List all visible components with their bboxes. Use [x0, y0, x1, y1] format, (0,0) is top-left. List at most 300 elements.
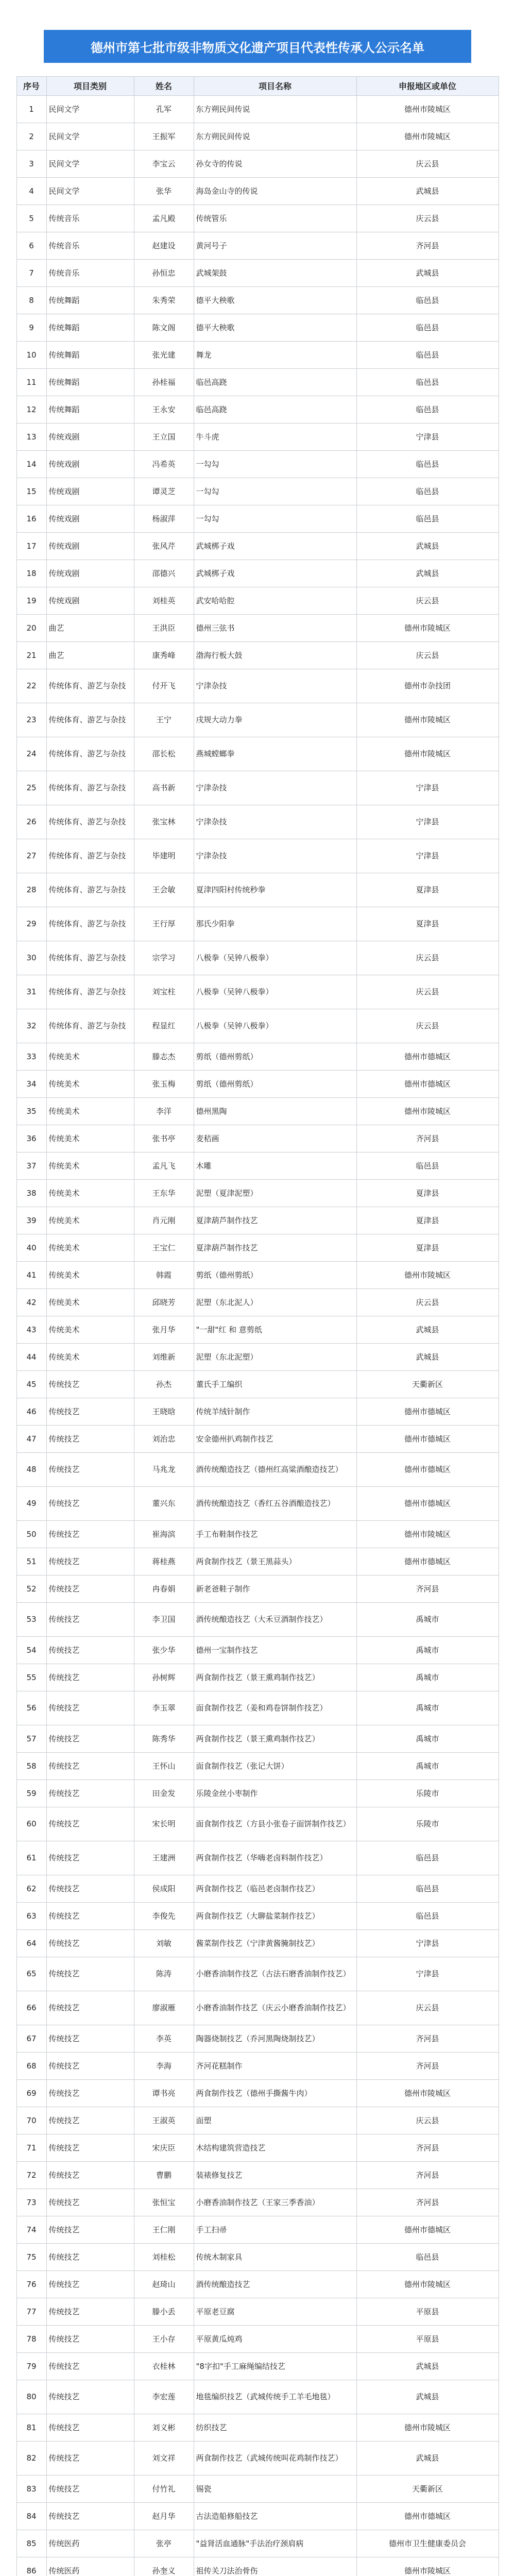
table-row: [16, 2053, 499, 2080]
table-cell-category: 传统技艺: [46, 1930, 134, 1957]
table-row: [16, 907, 499, 941]
table-cell-name: 侯成阳: [134, 1875, 194, 1903]
table-cell-name: 孟凡飞: [134, 1153, 194, 1180]
table-cell-index: 4: [16, 178, 46, 205]
table-cell-name: 张光建: [134, 342, 194, 369]
table-row: [16, 2353, 499, 2380]
table-cell-project: 麦秸画: [194, 1125, 356, 1153]
table-row: [16, 1521, 499, 1548]
table-cell-unit: 临邑县: [356, 1153, 499, 1180]
table-cell-name: 付竹礼: [134, 2476, 194, 2503]
table-cell-index: 62: [16, 1875, 46, 1903]
table-cell-unit: 德州市德城区: [356, 1453, 499, 1487]
table-cell-index: 68: [16, 2053, 46, 2080]
table-cell-category: 传统技艺: [46, 2025, 134, 2053]
table-cell-index: 36: [16, 1125, 46, 1153]
table-cell-project: 剪纸（德州剪纸）: [194, 1071, 356, 1098]
table-cell-project: 新老爸鞋子制作: [194, 1575, 356, 1603]
table-cell-project: 宁津杂技: [194, 669, 356, 703]
table-cell-name: 冯希英: [134, 451, 194, 478]
table-cell-name: 刘敏: [134, 1930, 194, 1957]
table-cell-category: 传统技艺: [46, 1991, 134, 2025]
table-cell-unit: 武城县: [356, 2353, 499, 2380]
table-cell-name: 王淑英: [134, 2107, 194, 2134]
table-cell-unit: 临邑县: [356, 451, 499, 478]
table-cell-name: 李俊先: [134, 1903, 194, 1930]
table-cell-unit: 临邑县: [356, 505, 499, 533]
table-cell-unit: 禹城市: [356, 1603, 499, 1637]
table-cell-name: 刘义彬: [134, 2414, 194, 2442]
table-cell-project: 临邑高跷: [194, 396, 356, 423]
table-cell-category: 传统技艺: [46, 1426, 134, 1453]
table-cell-category: 传统技艺: [46, 1637, 134, 1664]
table-cell-index: 26: [16, 805, 46, 839]
table-cell-unit: 天衢新区: [356, 2476, 499, 2503]
table-row: [16, 478, 499, 505]
table-cell-unit: 武城县: [356, 1316, 499, 1344]
table-cell-index: 80: [16, 2380, 46, 2414]
table-cell-project: 地毯编织技艺（武城传统手工羊毛地毯）: [194, 2380, 356, 2414]
table-row: [16, 703, 499, 737]
table-cell-unit: 宁津县: [356, 1930, 499, 1957]
table-cell-name: 王宝仁: [134, 1234, 194, 1262]
table-cell-unit: 德州市陵城区: [356, 1098, 499, 1125]
table-cell-name: 毕建明: [134, 839, 194, 873]
table-cell-project: 武城架鼓: [194, 260, 356, 287]
table-cell-project: 酒传统酿造技艺（大禾豆酒制作技艺）: [194, 1603, 356, 1637]
table-row: [16, 1371, 499, 1398]
table-cell-unit: 宁津县: [356, 1957, 499, 1991]
table-row: [16, 150, 499, 178]
table-row: [16, 1125, 499, 1153]
table-cell-category: 传统音乐: [46, 232, 134, 260]
table-cell-unit: 齐河县: [356, 2162, 499, 2189]
table-cell-name: 康秀峰: [134, 642, 194, 669]
table-row: [16, 205, 499, 232]
table-row: [16, 1043, 499, 1071]
table-cell-unit: 临邑县: [356, 1903, 499, 1930]
table-cell-name: 赵月华: [134, 2503, 194, 2530]
table-cell-category: 传统技艺: [46, 1875, 134, 1903]
table-cell-project: 宁津杂技: [194, 805, 356, 839]
table-cell-name: 滕小丢: [134, 2298, 194, 2326]
table-cell-category: 传统舞蹈: [46, 396, 134, 423]
table-cell-unit: 宁津县: [356, 771, 499, 805]
table-cell-name: 蒋桂燕: [134, 1548, 194, 1575]
table-cell-project: 剪纸（德州剪纸）: [194, 1262, 356, 1289]
table-row: [16, 342, 499, 369]
page-title: 德州市第七批市级非物质文化遗产项目代表性传承人公示名单: [44, 30, 471, 63]
table-cell-unit: 齐河县: [356, 2053, 499, 2080]
table-row: [16, 1548, 499, 1575]
table-cell-name: 杨淑萍: [134, 505, 194, 533]
table-cell-unit: 庆云县: [356, 975, 499, 1009]
table-cell-project: 东方朔民间传说: [194, 123, 356, 150]
table-row: [16, 1207, 499, 1234]
table-cell-project: 手工扫帚: [194, 2216, 356, 2244]
table-row: [16, 2380, 499, 2414]
table-cell-category: 曲艺: [46, 615, 134, 642]
table-cell-name: 高书新: [134, 771, 194, 805]
table-cell-project: 一勾勾: [194, 451, 356, 478]
table-cell-unit: 临邑县: [356, 2244, 499, 2271]
table-row: [16, 96, 499, 123]
table-cell-index: 17: [16, 533, 46, 560]
table-cell-name: 陈文阁: [134, 314, 194, 342]
table-cell-unit: 禹城市: [356, 1725, 499, 1753]
table-cell-index: 30: [16, 941, 46, 975]
table-cell-category: 传统医药: [46, 2530, 134, 2557]
table-cell-category: 传统戏剧: [46, 423, 134, 451]
table-cell-name: 王小存: [134, 2326, 194, 2353]
table-row: [16, 805, 499, 839]
table-cell-unit: 德州市陵城区: [356, 703, 499, 737]
table-cell-category: 传统舞蹈: [46, 369, 134, 396]
table-cell-project: 平原黄瓜炖鸡: [194, 2326, 356, 2353]
table-cell-index: 59: [16, 1780, 46, 1807]
table-cell-index: 22: [16, 669, 46, 703]
table-cell-index: 63: [16, 1903, 46, 1930]
table-cell-index: 55: [16, 1664, 46, 1691]
table-cell-project: 渤海行板大鼓: [194, 642, 356, 669]
table-cell-name: 孙桂福: [134, 369, 194, 396]
table-cell-index: 48: [16, 1453, 46, 1487]
table-cell-unit: 临邑县: [356, 1841, 499, 1875]
table-cell-index: 41: [16, 1262, 46, 1289]
table-cell-name: 王立国: [134, 423, 194, 451]
table-cell-unit: 平原县: [356, 2298, 499, 2326]
table-cell-project: 装裱修复技艺: [194, 2162, 356, 2189]
table-cell-category: 传统技艺: [46, 1841, 134, 1875]
table-cell-index: 70: [16, 2107, 46, 2134]
table-cell-project: 传统木制家具: [194, 2244, 356, 2271]
table-cell-unit: 德州市陵城区: [356, 2414, 499, 2442]
table-cell-name: 廖淑雁: [134, 1991, 194, 2025]
table-cell-index: 37: [16, 1153, 46, 1180]
table-cell-name: 邵长松: [134, 737, 194, 771]
table-cell-unit: 齐河县: [356, 2025, 499, 2053]
table-cell-project: "一甜"红 和 意剪纸: [194, 1316, 356, 1344]
table-cell-name: 刘文祥: [134, 2442, 194, 2476]
table-cell-category: 传统技艺: [46, 2353, 134, 2380]
table-cell-project: 木雕: [194, 1153, 356, 1180]
table-cell-unit: 夏津县: [356, 873, 499, 907]
table-cell-category: 传统舞蹈: [46, 342, 134, 369]
table-cell-index: 72: [16, 2162, 46, 2189]
table-cell-category: 传统技艺: [46, 1453, 134, 1487]
table-cell-unit: 夏津县: [356, 907, 499, 941]
table-cell-index: 23: [16, 703, 46, 737]
table-cell-index: 83: [16, 2476, 46, 2503]
table-cell-project: 小磨香油制作技艺（庆云小磨香油制作技艺）: [194, 1991, 356, 2025]
table-row: [16, 287, 499, 314]
table-cell-unit: 平原县: [356, 2326, 499, 2353]
table-row: [16, 1009, 499, 1043]
table-cell-name: 邱晓芳: [134, 1289, 194, 1316]
table-cell-index: 58: [16, 1753, 46, 1780]
table-cell-index: 27: [16, 839, 46, 873]
header-row: [16, 77, 499, 96]
table-cell-name: 刘维新: [134, 1344, 194, 1371]
table-row: [16, 369, 499, 396]
table-cell-category: 传统体育、游艺与杂技: [46, 703, 134, 737]
table-cell-name: 李宏莲: [134, 2380, 194, 2414]
table-cell-category: 传统美术: [46, 1207, 134, 1234]
header-unit: 申报地区或单位: [356, 77, 499, 96]
table-cell-category: 民间文学: [46, 96, 134, 123]
table-cell-category: 传统技艺: [46, 1487, 134, 1521]
table-cell-index: 82: [16, 2442, 46, 2476]
table-cell-unit: 齐河县: [356, 232, 499, 260]
table-cell-unit: 临邑县: [356, 369, 499, 396]
table-cell-category: 传统戏剧: [46, 478, 134, 505]
table-cell-index: 66: [16, 1991, 46, 2025]
table-cell-project: 两食制作技艺（景王熏鸡制作技艺）: [194, 1664, 356, 1691]
table-cell-project: 戌规大动力拳: [194, 703, 356, 737]
table-cell-unit: 德州市陵城区: [356, 2080, 499, 2107]
table-row: [16, 396, 499, 423]
table-cell-category: 传统体育、游艺与杂技: [46, 873, 134, 907]
table-cell-project: 陶器烧制技艺（乔河黑陶烧制技艺）: [194, 2025, 356, 2053]
table-cell-category: 民间文学: [46, 150, 134, 178]
table-cell-name: 宋庆臣: [134, 2134, 194, 2162]
table-cell-name: 李玉翠: [134, 1691, 194, 1725]
table-cell-category: 传统技艺: [46, 2189, 134, 2216]
table-cell-index: 79: [16, 2353, 46, 2380]
table-cell-name: 王宁: [134, 703, 194, 737]
table-cell-project: 乐陵金丝小枣制作: [194, 1780, 356, 1807]
table-cell-category: 传统技艺: [46, 2503, 134, 2530]
table-cell-index: 60: [16, 1807, 46, 1841]
table-row: [16, 1180, 499, 1207]
table-cell-category: 传统美术: [46, 1043, 134, 1071]
table-row: [16, 587, 499, 615]
table-cell-project: 两食制作技艺（武城传统叫花鸡制作技艺）: [194, 2442, 356, 2476]
table-cell-category: 传统戏剧: [46, 560, 134, 587]
table-cell-name: 宗学习: [134, 941, 194, 975]
table-row: [16, 1153, 499, 1180]
table-cell-category: 传统美术: [46, 1344, 134, 1371]
table-row: [16, 642, 499, 669]
table-cell-unit: 临邑县: [356, 478, 499, 505]
table-cell-index: 8: [16, 287, 46, 314]
table-cell-unit: 乐陵市: [356, 1780, 499, 1807]
table-cell-name: 刘宝柱: [134, 975, 194, 1009]
table-cell-project: 传统管乐: [194, 205, 356, 232]
table-cell-name: 滕志杰: [134, 1043, 194, 1071]
table-cell-unit: 临邑县: [356, 314, 499, 342]
table-cell-category: 传统技艺: [46, 1780, 134, 1807]
table-cell-index: 76: [16, 2271, 46, 2298]
table-cell-name: 张书亭: [134, 1125, 194, 1153]
table-cell-index: 2: [16, 123, 46, 150]
table-cell-project: 一勾勾: [194, 505, 356, 533]
table-row: [16, 975, 499, 1009]
table-cell-category: 传统技艺: [46, 1807, 134, 1841]
table-row: [16, 1398, 499, 1426]
table-cell-index: 51: [16, 1548, 46, 1575]
table-cell-unit: 夏津县: [356, 1234, 499, 1262]
table-cell-category: 传统美术: [46, 1262, 134, 1289]
table-cell-unit: 齐河县: [356, 2134, 499, 2162]
table-cell-project: 古法造船修船技艺: [194, 2503, 356, 2530]
table-row: [16, 1841, 499, 1875]
table-cell-project: 面食制作技艺（张记大饼）: [194, 1753, 356, 1780]
table-cell-unit: 临邑县: [356, 396, 499, 423]
table-cell-category: 传统技艺: [46, 2271, 134, 2298]
table-cell-project: 德州一宝制作技艺: [194, 1637, 356, 1664]
table-cell-index: 20: [16, 615, 46, 642]
table-row: [16, 451, 499, 478]
table-row: [16, 2134, 499, 2162]
table-row: [16, 2107, 499, 2134]
table-cell-unit: 齐河县: [356, 1575, 499, 1603]
table-cell-index: 74: [16, 2216, 46, 2244]
table-cell-name: 张华: [134, 178, 194, 205]
table-cell-name: 王晓晗: [134, 1398, 194, 1426]
table-cell-index: 78: [16, 2326, 46, 2353]
table-row: [16, 737, 499, 771]
table-row: [16, 2530, 499, 2557]
table-cell-name: 王建洲: [134, 1841, 194, 1875]
table-cell-name: 赵琦山: [134, 2271, 194, 2298]
table-cell-index: 9: [16, 314, 46, 342]
table-cell-category: 传统技艺: [46, 2216, 134, 2244]
table-cell-category: 传统技艺: [46, 2107, 134, 2134]
table-cell-unit: 临邑县: [356, 287, 499, 314]
table-cell-category: 传统技艺: [46, 2080, 134, 2107]
table-cell-index: 35: [16, 1098, 46, 1125]
table-cell-name: 孙杰: [134, 1371, 194, 1398]
table-cell-project: 手工布鞋制作技艺: [194, 1521, 356, 1548]
table-cell-category: 传统体育、游艺与杂技: [46, 771, 134, 805]
table-cell-project: 两食制作技艺（景王熏鸡制作技艺）: [194, 1725, 356, 1753]
table-cell-category: 传统音乐: [46, 205, 134, 232]
table-row: [16, 1807, 499, 1841]
table-row: [16, 1603, 499, 1637]
table-cell-project: 夏津葫芦制作技艺: [194, 1207, 356, 1234]
table-cell-project: 小磨香油制作技艺（古法石磨香油制作技艺）: [194, 1957, 356, 1991]
table-cell-name: 陈涛: [134, 1957, 194, 1991]
table-cell-unit: 德州市陵城区: [356, 2557, 499, 2576]
table-cell-index: 86: [16, 2557, 46, 2576]
table-cell-name: 孙树辉: [134, 1664, 194, 1691]
table-cell-unit: 庆云县: [356, 205, 499, 232]
table-row: [16, 1453, 499, 1487]
table-cell-name: 张少华: [134, 1637, 194, 1664]
table-cell-category: 传统技艺: [46, 2442, 134, 2476]
table-cell-category: 传统体育、游艺与杂技: [46, 975, 134, 1009]
table-cell-index: 32: [16, 1009, 46, 1043]
table-cell-unit: 德州市卫生健康委员会: [356, 2530, 499, 2557]
table-body: [16, 96, 499, 2576]
table-cell-index: 57: [16, 1725, 46, 1753]
table-cell-name: 张宝林: [134, 805, 194, 839]
table-cell-index: 56: [16, 1691, 46, 1725]
table-cell-category: 传统技艺: [46, 1575, 134, 1603]
table-cell-index: 71: [16, 2134, 46, 2162]
table-cell-name: 张恒宝: [134, 2189, 194, 2216]
table-cell-category: 传统美术: [46, 1153, 134, 1180]
table-cell-index: 67: [16, 2025, 46, 2053]
table-cell-project: 泥塑（东北泥塑）: [194, 1344, 356, 1371]
table-cell-index: 69: [16, 2080, 46, 2107]
table-cell-index: 53: [16, 1603, 46, 1637]
table-cell-name: 程显红: [134, 1009, 194, 1043]
table-row: [16, 1780, 499, 1807]
table-cell-project: "益肾活血通脉"手法治疗颈肩病: [194, 2530, 356, 2557]
table-cell-name: 王洪臣: [134, 615, 194, 642]
table-row: [16, 1316, 499, 1344]
table-cell-unit: 庆云县: [356, 1009, 499, 1043]
table-row: [16, 2442, 499, 2476]
table-cell-category: 传统技艺: [46, 1691, 134, 1725]
table-cell-name: 孙恒忠: [134, 260, 194, 287]
table-cell-project: 木结构建筑营造技艺: [194, 2134, 356, 2162]
table-row: [16, 123, 499, 150]
table-cell-category: 传统技艺: [46, 2326, 134, 2353]
table-cell-name: 崔海滨: [134, 1521, 194, 1548]
table-cell-index: 84: [16, 2503, 46, 2530]
table-cell-index: 15: [16, 478, 46, 505]
table-row: [16, 2162, 499, 2189]
table-cell-unit: 武城县: [356, 1344, 499, 1371]
table-cell-category: 传统技艺: [46, 1664, 134, 1691]
table-cell-index: 61: [16, 1841, 46, 1875]
table-row: [16, 1234, 499, 1262]
inheritor-table: [16, 76, 499, 2576]
table-cell-project: 传统羊绒针制作: [194, 1398, 356, 1426]
table-cell-index: 46: [16, 1398, 46, 1426]
table-cell-index: 7: [16, 260, 46, 287]
table-cell-unit: 武城县: [356, 178, 499, 205]
table-cell-unit: 庆云县: [356, 2107, 499, 2134]
table-cell-unit: 庆云县: [356, 1289, 499, 1316]
table-cell-unit: 庆云县: [356, 150, 499, 178]
table-cell-project: 两食制作技艺（德州手撕酱牛肉）: [194, 2080, 356, 2107]
table-cell-index: 5: [16, 205, 46, 232]
table-cell-name: 张风芹: [134, 533, 194, 560]
table-row: [16, 1637, 499, 1664]
table-cell-index: 10: [16, 342, 46, 369]
table-cell-category: 传统美术: [46, 1316, 134, 1344]
table-cell-index: 40: [16, 1234, 46, 1262]
table-cell-unit: 德州市陵城区: [356, 737, 499, 771]
table-row: [16, 2189, 499, 2216]
table-cell-name: 王东华: [134, 1180, 194, 1207]
table-cell-category: 传统技艺: [46, 2476, 134, 2503]
table-cell-project: 泥塑（东北泥人）: [194, 1289, 356, 1316]
table-cell-unit: 德州市德城区: [356, 1487, 499, 1521]
table-cell-unit: 禹城市: [356, 1753, 499, 1780]
table-row: [16, 178, 499, 205]
table-row: [16, 1753, 499, 1780]
table-cell-unit: 宁津县: [356, 839, 499, 873]
table-row: [16, 2216, 499, 2244]
table-cell-unit: 德州市德城区: [356, 2216, 499, 2244]
table-row: [16, 314, 499, 342]
table-cell-name: 邵德兴: [134, 560, 194, 587]
table-cell-project: 两食制作技艺（临邑老卤制作技艺）: [194, 1875, 356, 1903]
table-cell-category: 传统技艺: [46, 1725, 134, 1753]
table-cell-project: 平原老豆腐: [194, 2298, 356, 2326]
table-cell-category: 传统美术: [46, 1071, 134, 1098]
table-cell-category: 曲艺: [46, 642, 134, 669]
table-cell-index: 73: [16, 2189, 46, 2216]
table-cell-unit: 齐河县: [356, 2189, 499, 2216]
table-cell-unit: 德州市德城区: [356, 1043, 499, 1071]
table-row: [16, 669, 499, 703]
